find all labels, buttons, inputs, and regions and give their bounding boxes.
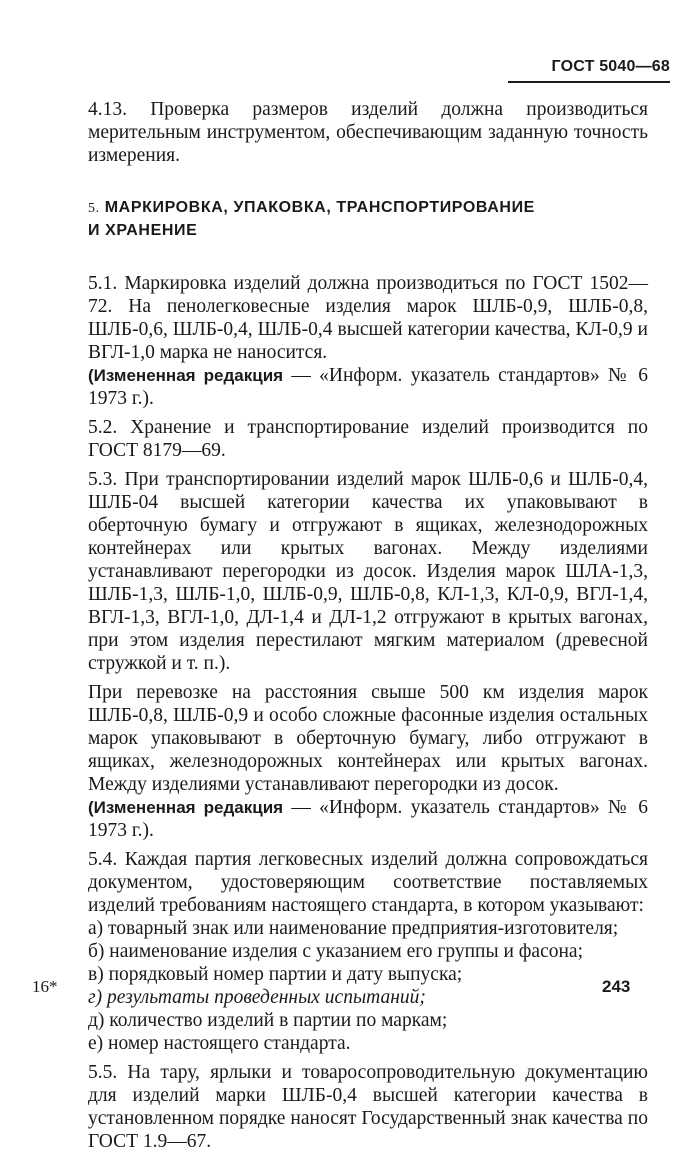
list-item-b: б) наименование изделия с указанием его группы и фасона; [88, 941, 583, 962]
paragraph-4-13: 4.13. Проверка размеров изделий должна производиться мерительным инструментом, обеспечивающим заданную точность измерения. [88, 99, 648, 166]
paragraph-5-1: 5.1. Маркировка изделий должна производиться по ГОСТ 1502—72. На пенолегковесные изделия марок ШЛБ-0,9, ШЛБ-0,8, ШЛБ-0,6, ШЛБ-0,4, ШЛБ-0,4 высшей категории качества, КЛ-0,9 и ВГЛ-1,0 марка не наносится. [88, 273, 648, 363]
paragraph-5-3-continued: При перевозке на расстояния свыше 500 км изделия марок ШЛБ-0,8, ШЛБ-0,9 и особо сложные фасонные изделия остальных марок упаковывают в оберточную бумагу, либо отгружают в ящиках, железнодорожных контейнерах или крытых вагонах. Между изделиями устанавливают перегородки из досок. [88, 682, 648, 795]
list-item-v: в) порядковый номер партии и дату выпуска; [88, 964, 463, 985]
amendment-note-1 [88, 364, 648, 410]
amendment-text: — «Информ. указатель стандартов» № 6 1973 г.). [88, 797, 648, 841]
section-5-title-line-2: И ХРАНЕНИЕ [88, 222, 198, 239]
paragraph-5-2: 5.2. Хранение и транспортирование изделий производится по ГОСТ 8179—69. [88, 417, 648, 461]
list-item-a: а) товарный знак или наименование предприятия-изготовителя; [88, 918, 619, 939]
section-5-title-text: МАРКИРОВКА, УПАКОВКА, ТРАНСПОРТИРОВАНИЕ [104, 199, 535, 216]
list-item-g: г) результаты проведенных испытаний; [88, 987, 426, 1008]
list-item-e: е) номер настоящего стандарта. [88, 1033, 351, 1054]
section-5-title-line-1 [88, 197, 648, 220]
section-5-number: 5. [88, 201, 100, 216]
paragraph-5-4: 5.4. Каждая партия легковесных изделий должна сопровождаться документом, удостоверяющим соответствие поставляемых изделий требованиям настоящего стандарта, в котором указывают: [88, 849, 648, 916]
footer-signature-mark: 16* [32, 977, 58, 996]
paragraph-5-5: 5.5. На тару, ярлыки и товаросопроводительную документацию для изделий марки ШЛБ-0,4 высшей категории качества в установленном порядке наносят Государственный знак качества по ГОСТ 1.9—67. [88, 1062, 648, 1152]
amendment-label: (Измененная редакция [88, 798, 284, 817]
standard-header: ГОСТ 5040—68 [551, 58, 670, 75]
page-number: 243 [602, 977, 631, 996]
list-item-d: д) количество изделий в партии по маркам; [88, 1010, 448, 1031]
amendment-label: (Измененная редакция [88, 366, 284, 385]
document-body [88, 98, 648, 1153]
amendment-note-2 [88, 796, 648, 842]
header-rule [508, 81, 670, 83]
paragraph-5-3: 5.3. При транспортировании изделий марок ШЛБ-0,6 и ШЛБ-0,4, ШЛБ-04 высшей категории качества их упаковывают в оберточную бумагу и отгружают в ящиках, железнодорожных контейнерах или крытых вагонах. Между изделиями устанавливают перегородки из досок. Изделия марок ШЛА-1,3, ШЛБ-1,3, ШЛБ-1,0, ШЛБ-0,9, ШЛБ-0,8, КЛ-1,3, КЛ-0,9, ВГЛ-1,4, ВГЛ-1,3, ВГЛ-1,0, ДЛ-1,4 и ДЛ-1,2 отгружают в крытых вагонах, при этом изделия перестилают мягким материалом (древесной стружкой и т. п.). [88, 469, 648, 674]
amendment-text: — «Информ. указатель стандартов» № 6 1973 г.). [88, 365, 648, 409]
